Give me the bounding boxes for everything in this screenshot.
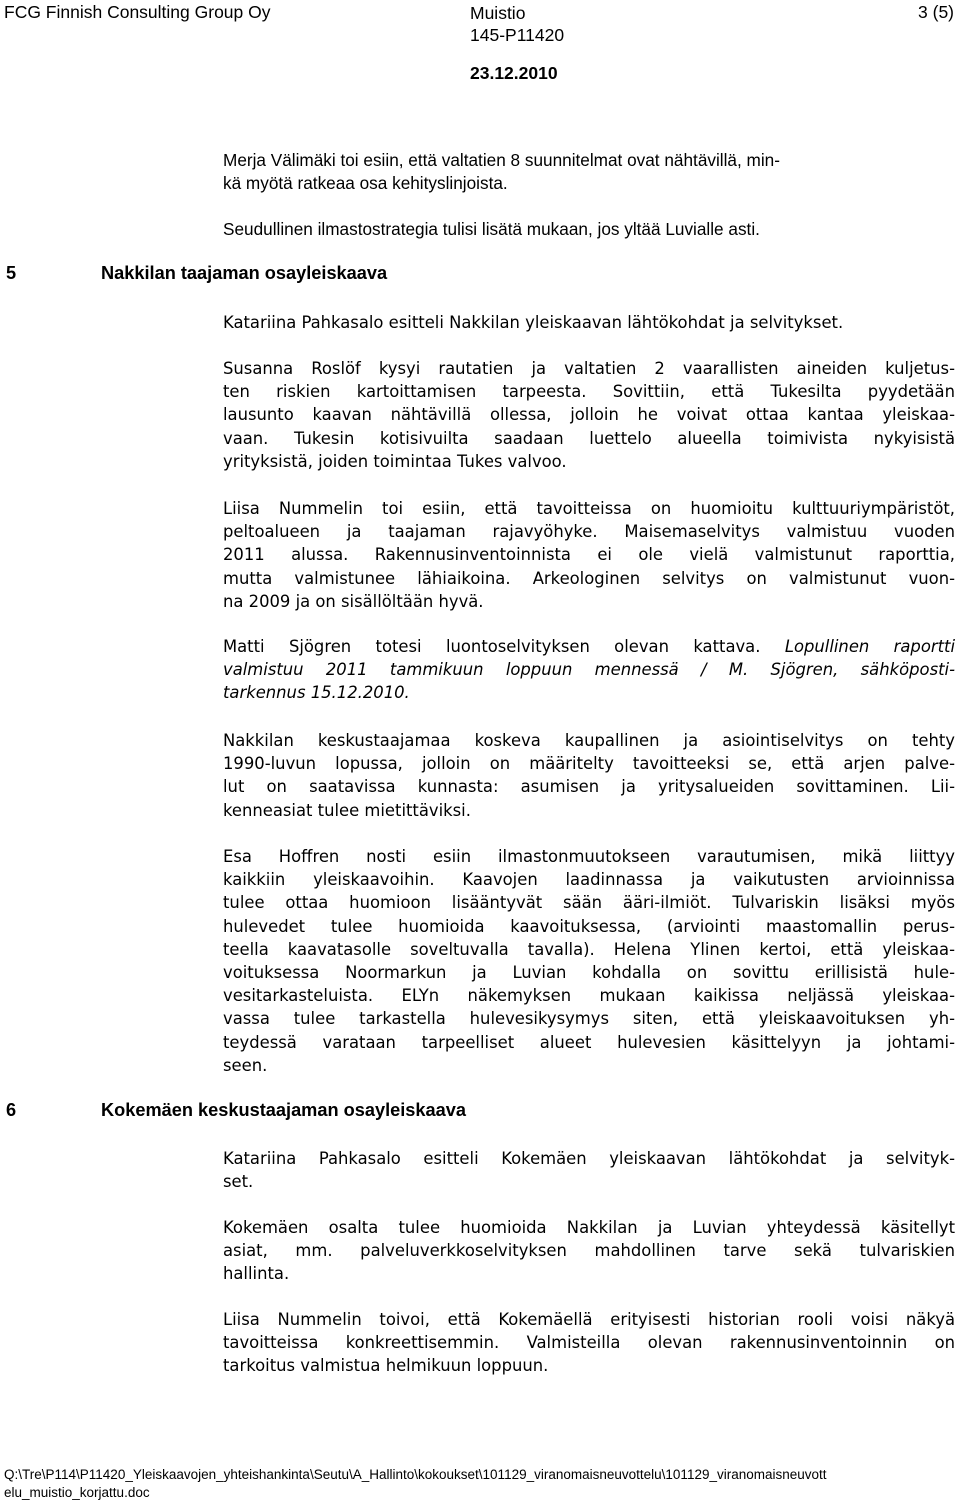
text-line: Esa Hoffren nosti esiin ilmastonmuutokseen varautumisen, mikä liittyy — [223, 847, 955, 866]
italic-text-line: tarkennus 15.12.2010. — [223, 683, 410, 703]
paragraph-nummelin-1 — [223, 497, 955, 613]
doc-type: Muistio — [470, 3, 526, 23]
company-name: FCG Finnish Consulting Group Oy — [4, 2, 271, 22]
text-line: tavoitteissa konkreettisemmin. Valmisteilla olevan rakennusinventoinnin on — [223, 1333, 955, 1353]
text-line: teydessä varataan tarpeelliset alueet hulevesien käsittelyyn ja johtami- — [223, 1032, 955, 1052]
text-line: kaikkiin yleiskaavoihin. Kaavojen laadinnassa ja vaikutusten arvioinnissa — [223, 870, 955, 890]
paragraph-nummelin-2 — [223, 1308, 955, 1378]
text-line: vassa tulee tarkastella hulevesikysymys siten, että yleiskaavoituksen yh- — [223, 1009, 955, 1029]
paragraph-pahkasalo-nakkila — [223, 311, 955, 334]
text-line: seen. — [223, 1055, 268, 1075]
text-line: kä myötä ratkeaa osa kehityslinjoista. — [223, 173, 508, 194]
doc-meta — [470, 2, 564, 46]
paragraph-roslof — [223, 357, 955, 473]
text-line: mutta valmistunee lähiaikoina. Arkeologinen selvitys on valmistunut vuon- — [223, 568, 955, 588]
paragraph-keskustaajama — [223, 729, 955, 822]
text-line: tarkoitus valmistua helmikuun loppuun. — [223, 1356, 549, 1376]
text-line: Susanna Roslöf kysyi rautatien ja valtatien 2 vaarallisten aineiden kuljetus- — [223, 359, 955, 378]
text-line: hallinta. — [223, 1264, 290, 1284]
doc-date: 23.12.2010 — [470, 63, 558, 83]
text-line: kenneasiat tulee mietittäviksi. — [223, 800, 471, 820]
text-line: lausunto kaavan nähtävillä ollessa, jolloin he voivat ottaa kantaa yleiskaa- — [223, 405, 955, 425]
footer-line: elu_muistio_korjattu.doc — [4, 1485, 150, 1500]
paragraph-kokemaki-osalta — [223, 1216, 955, 1286]
section-number: 6 — [6, 1100, 17, 1120]
italic-text-run: Lopullinen raportti — [784, 637, 956, 656]
text-line: Merja Välimäki toi esiin, että valtatien 8 suunnitelmat ovat nähtävillä, min- — [223, 150, 780, 170]
section-heading-5 — [6, 263, 387, 284]
paragraph-valtatie — [223, 149, 955, 195]
text-line: Seudullinen ilmastostrategia tulisi lisätä mukaan, jos yltää Luvialle asti. — [223, 219, 760, 239]
text-line: Katariina Pahkasalo esitteli Nakkilan yleiskaavan lähtökohdat ja selvitykset. — [223, 313, 844, 332]
text-line: Nakkilan keskustaajamaa koskeva kaupallinen ja asiointiselvitys on tehty — [223, 731, 955, 750]
text-line: teella kaavatasolle soveltuvalla tavalla). Helena Ylinen kertoi, että yleiskaa- — [223, 939, 955, 959]
section-title: Nakkilan taajaman osayleiskaava — [101, 263, 388, 283]
text-line: Liisa Nummelin toivoi, että Kokemäellä erityisesti historian rooli voisi näkyä — [223, 1310, 955, 1329]
text-line: tulee ottaa huomioon lisääntyvät sään ääri-ilmiöt. Tulvariskin lisäksi myös — [223, 893, 955, 913]
section-title: Kokemäen keskustaajaman osayleiskaava — [101, 1100, 466, 1120]
paragraph-ilmastostrategia — [223, 218, 955, 241]
text-line: ten riskien kartoittamisen tarpeesta. Sovittiin, että Tukesilta pyydetään — [223, 382, 955, 402]
text-line: vesitarkasteluista. ELYn näkemyksen mukaan kaikissa neljässä yleiskaa- — [223, 986, 955, 1006]
paragraph-hoffren — [223, 845, 955, 1077]
text-line: na 2009 ja on sisällöltään hyvä. — [223, 591, 484, 611]
text-line: asiat, mm. palveluverkkoselvityksen mahdollinen tarve sekä tulvariskien — [223, 1241, 955, 1261]
text-line: hulevedet tulee huomioida kaavoituksessa, (arviointi maastomallin perus- — [223, 916, 955, 936]
paragraph-sjogren — [223, 635, 955, 705]
text-line: Katariina Pahkasalo esitteli Kokemäen yleiskaavan lähtökohdat ja selvityk- — [223, 1149, 955, 1168]
text-line: 1990-luvun lopussa, jolloin on määritelty tavoitteeksi se, että arjen palve- — [223, 754, 955, 774]
text-line: yrityksistä, joiden toimintaa Tukes valvoo. — [223, 451, 567, 471]
text-line: Kokemäen osalta tulee huomioida Nakkilan ja Luvian yhteydessä käsitellyt — [223, 1218, 955, 1237]
footer-line: Q:\Tre\P114\P11420_Yleiskaavojen_yhteishankinta\Seutu\A_Hallinto\kokoukset\101129_viranomaisneuvottelu\101129_viranomaisneuvott — [4, 1467, 827, 1482]
section-heading-6 — [6, 1100, 466, 1121]
paragraph-pahkasalo-kokemaki — [223, 1147, 955, 1193]
section-number: 5 — [6, 263, 17, 283]
text-line: lut on saatavissa kunnasta: asumisen ja yritysalueiden sovittaminen. Lii- — [223, 777, 955, 797]
text-line: peltoalueen ja taajaman rajavyöhyke. Maisemaselvitys valmistuu vuoden — [223, 522, 955, 542]
text-line: 2011 alussa. Rakennusinventoinnista ei ole vielä valmistunut raporttia, — [223, 545, 955, 565]
text-line: Liisa Nummelin toi esiin, että tavoitteissa on huomioitu kulttuuriympäristöt, — [223, 499, 955, 518]
file-path-footer — [4, 1466, 827, 1502]
text-line: vaan. Tukesin kotisivuilta saadaan luettelo alueella toimivista nykyisistä — [223, 428, 955, 448]
text-run: Matti Sjögren totesi luontoselvityksen olevan kattava. — [223, 637, 761, 656]
text-line — [223, 635, 955, 658]
text-line: voituksessa Noormarkun ja Luvian kohdalla on sovittu erillisistä hule- — [223, 963, 955, 983]
italic-text-line: valmistuu 2011 tammikuun loppuun mennessä / M. Sjögren, sähköposti- — [223, 660, 955, 680]
doc-number: 145-P11420 — [470, 25, 565, 45]
text-line: set. — [223, 1172, 254, 1192]
page-number: 3 (5) — [918, 2, 954, 22]
